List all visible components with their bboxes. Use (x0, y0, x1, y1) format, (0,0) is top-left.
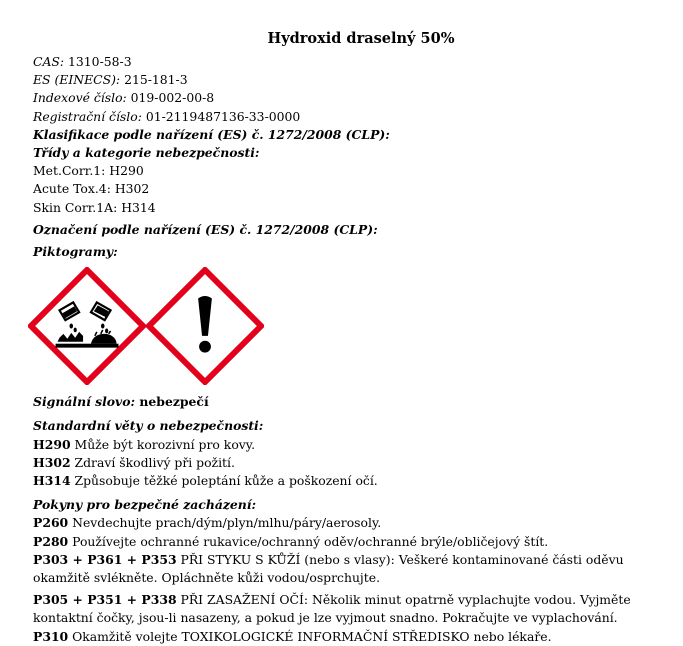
identifier-einecs (33, 71, 663, 89)
identifier-value: 1310-58-3 (64, 54, 132, 69)
h-code: H314 (33, 473, 71, 489)
p-statement (33, 628, 663, 646)
h-statement (33, 454, 663, 472)
corrosion-pictogram-icon (28, 267, 146, 385)
h-text: Zdraví škodlivý při požití. (70, 454, 235, 470)
hazard-class-name: Met.Corr.1: (33, 163, 106, 179)
p-text: Nevdechujte prach/dým/plyn/mlhu/páry/aerosoly. (68, 515, 382, 531)
hazard-class-code: H302 (110, 181, 150, 197)
identifier-index (33, 89, 663, 107)
p-statement (33, 514, 663, 532)
p-statement (33, 533, 663, 551)
safety-label-document (33, 29, 663, 646)
p-code: P280 (33, 533, 69, 549)
p-code: P305 + P351 + P338 (33, 592, 177, 608)
h-text: Způsobuje těžké poleptání kůže a poškození očí. (70, 473, 378, 489)
hazard-class-item (33, 199, 663, 217)
identifier-registration (33, 108, 663, 126)
p-statement (33, 591, 663, 627)
h-statement (33, 436, 663, 454)
h-code: H302 (33, 454, 71, 470)
p-text: PŘI STYKU S KŮŽÍ (nebo s vlasy): Veškeré kontaminované části oděvu okamžitě svlékněte. Opláchněte kůži vodou/osprchujte. (33, 551, 624, 586)
hazard-class-code: H290 (105, 163, 144, 179)
h-text: Může být korozivní pro kovy. (70, 436, 256, 452)
identifier-cas (33, 53, 663, 71)
exclamation-pictogram-icon (146, 267, 264, 385)
classification-heading: Klasifikace podle nařízení (ES) č. 1272/2008 (CLP): (33, 126, 390, 142)
p-code: P260 (33, 515, 69, 531)
identifier-value: 019-002-00-8 (126, 90, 215, 106)
pictograms-heading: Piktogramy: (33, 244, 118, 260)
hazard-class-code: H314 (117, 199, 156, 215)
identifier-label: Indexové číslo: (33, 90, 127, 106)
signal-word (33, 393, 663, 411)
h-code: H290 (33, 436, 71, 452)
identifier-label: CAS: (33, 54, 65, 69)
identifier-value: 215-181-3 (120, 72, 188, 88)
p-code: P303 + P361 + P353 (33, 551, 177, 567)
p-text: PŘI ZASAŽENÍ OČÍ: Několik minut opatrně vyplachujte vodou. Vyjměte kontaktní čočky, jsou-li nasazeny, a pokud je lze vyjmout snadno. Pokračujte ve vyplachování. (33, 592, 631, 626)
pictogram-row (33, 263, 663, 389)
classes-heading: Třídy a kategorie nebezpečnosti: (33, 145, 260, 161)
p-text: Okamžitě volejte TOXIKOLOGICKÉ INFORMAČNÍ STŘEDISKO nebo lékaře. (68, 628, 552, 644)
p-code: P310 (33, 628, 69, 644)
p-statement (33, 551, 663, 587)
hazard-class-name: Acute Tox.4: (33, 181, 111, 197)
document-title: Hydroxid draselný 50% (267, 30, 455, 47)
identifier-label: ES (EINECS): (33, 72, 121, 88)
hazard-class-item (33, 180, 663, 198)
p-text: Používejte ochranné rukavice/ochranný oděv/ochranné brýle/obličejový štít. (68, 533, 549, 549)
hazard-class-item (33, 162, 663, 180)
labelling-heading: Označení podle nařízení (ES) č. 1272/2008 (CLP): (33, 221, 378, 237)
signal-word-label: Signální slovo: (33, 394, 136, 410)
h-statement (33, 472, 663, 490)
h-statements-heading: Standardní věty o nebezpečnosti: (33, 418, 264, 434)
identifier-value: 01-2119487136-33-0000 (141, 108, 301, 124)
hazard-class-name: Skin Corr.1A: (33, 199, 118, 215)
p-statements-heading: Pokyny pro bezpečné zacházení: (33, 497, 257, 513)
signal-word-value: nebezpečí (135, 394, 209, 410)
identifier-label: Registrační číslo: (33, 108, 142, 124)
